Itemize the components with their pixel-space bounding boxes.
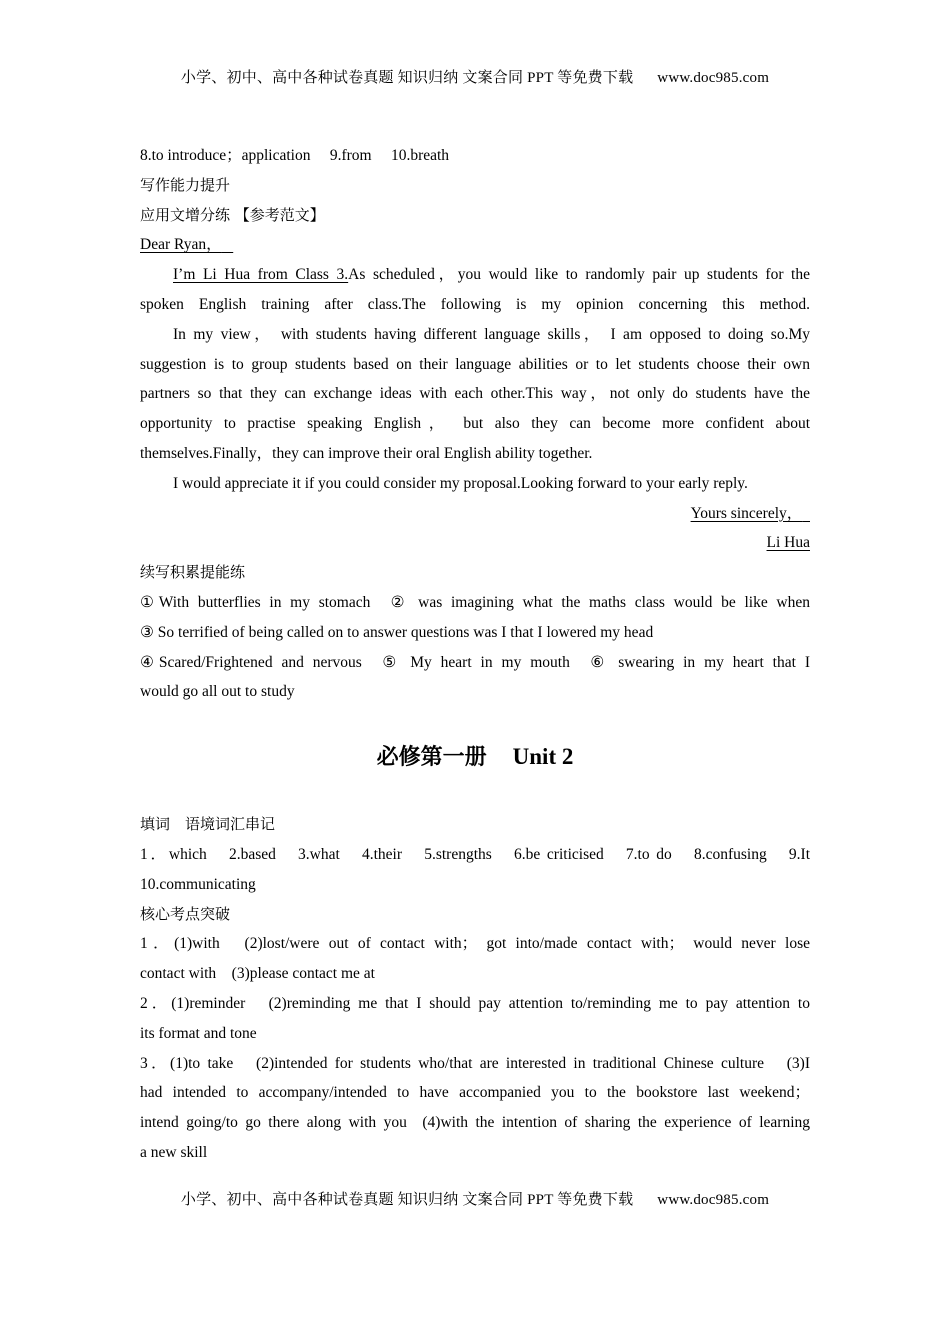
unit-title-en: Unit 2	[512, 744, 574, 770]
footer-url[interactable]: www.doc985.com	[657, 1192, 770, 1208]
page-header	[0, 66, 950, 87]
letter-p2-line1: In my view， with students having different language skills， I am opposed to doing so.My	[173, 325, 810, 343]
letter-p2-line2: suggestion is to group students based on their language abilities or to let students choose their own	[140, 355, 810, 373]
core-q1-line1: 1．(1)with (2)lost/were out of contact with； got into/made contact with； would never lose	[140, 935, 810, 953]
core-q3-line3: intend going/to go there along with you (4)with the intention of sharing the experience of learning	[140, 1114, 810, 1132]
header-text: 小学、初中、高中各种试卷真题 知识归纳 文案合同 PPT 等免费下载	[180, 70, 634, 86]
core-q1-line2: contact with (3)please contact me at	[140, 965, 375, 983]
core-q3-line1: 3．(1)to take (2)intended for students who/that are interested in traditional Chinese culture (3)I	[140, 1054, 810, 1072]
continuation-line2: ③ So terrified of being called on to answer questions was I that I lowered my head	[140, 623, 654, 641]
continuation-line3: ④Scared/Frightened and nervous ⑤ My heart in my mouth ⑥ swearing in my heart that I	[140, 653, 810, 671]
letter-p1-line1: I’m Li Hua from Class 3.As scheduled，you would like to randomly pair up students for the	[173, 266, 810, 284]
section-applied-heading: 应用文增分练 【参考范文】	[140, 205, 325, 224]
letter-p2-line5: themselves.Finally，they can improve their oral English ability together.	[140, 444, 593, 462]
answers-top: 8.to introduce；application 9.from 10.breath	[140, 147, 450, 164]
letter-intro: I’m Li Hua from Class 3.	[173, 266, 349, 284]
letter-p2-line3: partners so that they can exchange ideas with each other.This way，not only do students have the	[140, 385, 810, 403]
footer-text: 小学、初中、高中各种试卷真题 知识归纳 文案合同 PPT 等免费下载	[180, 1192, 634, 1208]
core-q2-line2: its format and tone	[140, 1024, 257, 1042]
core-q3-line4: a new skill	[140, 1143, 208, 1161]
fill-line1: 1．which 2.based 3.what 4.their 5.strengths 6.be criticised 7.to do 8.confusing 9.It	[140, 845, 810, 863]
page-footer	[0, 1188, 950, 1209]
section-continuation-heading: 续写积累提能练	[140, 563, 246, 582]
letter-p2-line4: opportunity to practise speaking English， but also they can become more confident about	[140, 415, 810, 433]
letter-closing: Yours sincerely，	[690, 504, 803, 522]
document-body	[140, 141, 810, 1168]
section-fill-heading: 填词 语境词汇串记	[140, 815, 276, 834]
core-q2-line1: 2．(1)reminder (2)reminding me that I should pay attention to/reminding me to pay attention to	[140, 994, 810, 1012]
continuation-line4: would go all out to study	[140, 683, 295, 701]
letter-p1-line2: spoken English training after class.The following is my opinion concerning this method.	[140, 295, 810, 313]
continuation-line1: ①With butterflies in my stomach ② was imagining what the maths class would be like when	[140, 593, 810, 611]
core-q3-line2: had intended to accompany/intended to have accompanied you to the bookstore last weekend；	[140, 1084, 810, 1102]
unit-title-cn: 必修第一册	[376, 745, 487, 771]
letter-signature: Li Hua	[766, 534, 810, 552]
letter-p3: I would appreciate it if you could consider my proposal.Looking forward to your early reply.	[173, 474, 748, 492]
fill-line2: 10.communicating	[140, 875, 256, 893]
letter-greeting: Dear Ryan，	[140, 236, 222, 254]
header-url[interactable]: www.doc985.com	[657, 70, 770, 86]
section-core-heading: 核心考点突破	[140, 904, 231, 923]
unit-title	[140, 741, 810, 774]
section-writing-heading: 写作能力提升	[140, 175, 231, 194]
